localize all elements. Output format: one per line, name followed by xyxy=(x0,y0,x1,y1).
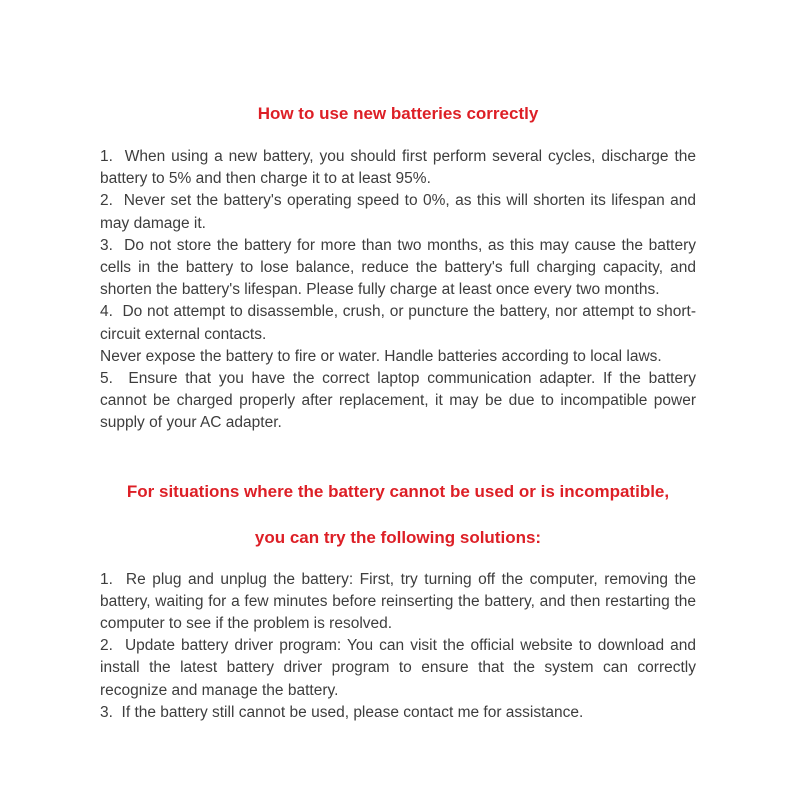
usage-item-5: 5. Ensure that you have the correct laptop communication adapter. If the battery cannot be charged properly after replacement, it may be due to incompatible power supply of your AC adapter. xyxy=(100,370,696,432)
solutions-list xyxy=(100,569,696,724)
solution-item-3: 3. If the battery still cannot be used, please contact me for assistance. xyxy=(100,703,584,721)
usage-item-2: 2. Never set the battery's operating speed to 0%, as this will shorten its lifespan and may damage it. xyxy=(100,192,696,232)
usage-item-1: 1. When using a new battery, you should first perform several cycles, discharge the battery to 5% and then charge it to at least 95%. xyxy=(100,148,696,188)
usage-section-title: How to use new batteries correctly xyxy=(257,104,539,123)
solutions-section-title-line2: you can try the following solutions: xyxy=(254,527,542,547)
solution-item-1: 1. Re plug and unplug the battery: First, try turning off the computer, removing the battery, waiting for a few minutes before reinserting the battery, and then restarting the computer to see if the problem is resolved. xyxy=(100,570,696,633)
usage-item-4-note: Never expose the battery to fire or water. Handle batteries according to local laws. xyxy=(100,347,662,365)
solution-item-2: 2. Update battery driver program: You can visit the official website to download and install the latest battery driver program to ensure that the system can correctly recognize and manage the battery. xyxy=(100,637,696,699)
document-content xyxy=(100,104,696,724)
solutions-section-title-line1: For situations where the battery cannot be used or is incompatible, xyxy=(126,481,670,501)
usage-item-3: 3. Do not store the battery for more than two months, as this may cause the battery cells in the battery to lose balance, reduce the battery's full charging capacity, and shorten the battery's lifespan. Please fully charge at least once every two months. xyxy=(100,236,696,299)
usage-item-4: 4. Do not attempt to disassemble, crush, or puncture the battery, nor attempt to short-circuit external contacts. xyxy=(100,303,696,343)
usage-instructions-list xyxy=(100,146,696,435)
